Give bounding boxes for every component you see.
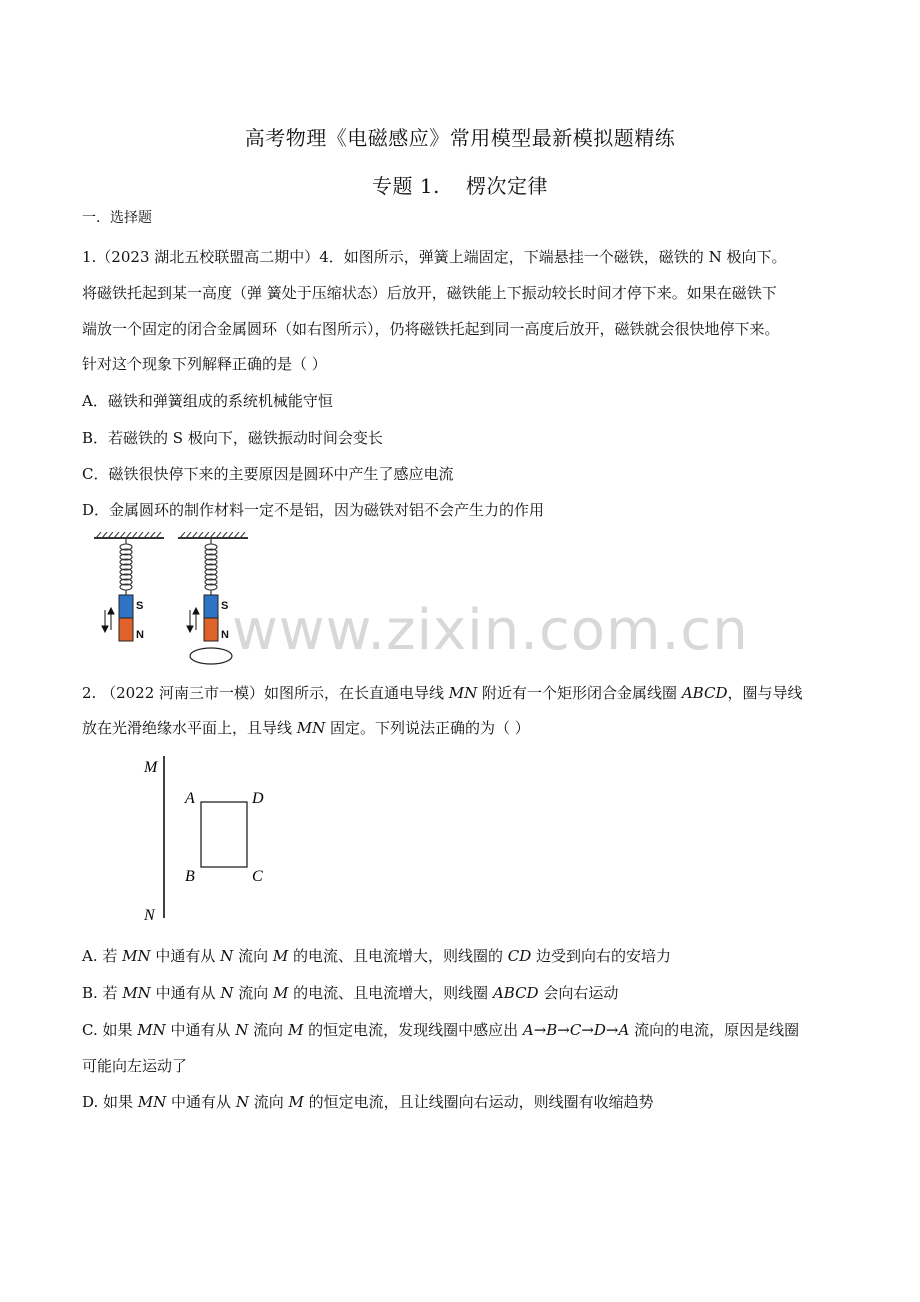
q1-option-a: A．磁铁和弹簧组成的系统机械能守恒: [82, 392, 333, 410]
document-subtitle: [0, 170, 920, 199]
q1-stem-line-3: 端放一个固定的闭合金属圆环（如右图所示），仍将磁铁托起到同一高度后放开，磁铁就会很快地停下来。: [82, 320, 780, 338]
q2-figure-wire-loop: [140, 752, 280, 932]
q1-stem-line-1: 1.（2023 湖北五校联盟高二期中）4．如图所示，弹簧上端固定，下端悬挂一个磁铁，磁铁的 N 极向下。: [82, 248, 787, 266]
spring-coil: [120, 544, 132, 590]
label-b: B: [185, 868, 195, 885]
q1-option-c: C．磁铁很快停下来的主要原因是圆环中产生了感应电流: [82, 465, 454, 483]
vibration-arrows-icon: [187, 608, 199, 632]
q1-option-b: B．若磁铁的 S 极向下，磁铁振动时间会变长: [82, 429, 383, 447]
q2-option-a: A. 若 MN 中通有从 N 流向 M 的电流、且电流增大，则线圈的 CD 边受到向右的安培力: [82, 947, 672, 965]
loop-abcd: [201, 802, 247, 867]
q2-stem-line-2: 放在光滑绝缘水平面上，且导线 MN 固定。下列说法正确的为（ ）: [82, 719, 530, 737]
subtitle-topic: 楞次定律: [465, 174, 548, 198]
left-apparatus: [94, 532, 164, 641]
q2-option-c-continued: 可能向左运动了: [82, 1057, 188, 1075]
q2-option-d: D. 如果 MN 中通有从 N 流向 M 的恒定电流，且让线圈向右运动，则线圈有收缩趋势: [82, 1093, 654, 1111]
vibration-arrows-icon: [102, 608, 114, 632]
label-c: C: [252, 868, 263, 885]
document-title: 高考物理《电磁感应》常用模型最新模拟题精练: [244, 126, 676, 150]
q1-stem-line-2: 将磁铁托起到某一高度（弹 簧处于压缩状态）后放开，磁铁能上下振动较长时间才停下来。如果在磁铁下: [82, 284, 777, 302]
label-a: A: [185, 790, 195, 807]
magnet-s-pole: [204, 595, 218, 618]
q1-stem-line-4: 针对这个现象下列解释正确的是（ ）: [82, 355, 327, 373]
q2-stem-line-1: 2. （2022 河南三市一模）如图所示，在长直通电导线 MN 附近有一个矩形闭合金属线圈 ABCD，圈与导线: [82, 684, 803, 702]
magnet-n-pole: [204, 618, 218, 641]
label-n: N: [136, 629, 144, 641]
label-d: D: [252, 790, 264, 807]
q1-option-d: D．金属圆环的制作材料一定不是铝，因为磁铁对铝不会产生力的作用: [82, 501, 545, 519]
metal-ring: [190, 648, 232, 664]
q2-option-b: B. 若 MN 中通有从 N 流向 M 的电流、且电流增大，则线圈 ABCD 会向右运动: [82, 984, 619, 1002]
section-heading: 一．选择题: [82, 210, 152, 226]
magnet-n-pole: [119, 618, 133, 641]
magnet-s-pole: [119, 595, 133, 618]
label-n: N: [144, 907, 155, 924]
subtitle-number: 专题 1.: [372, 174, 440, 198]
label-s: S: [221, 600, 229, 612]
watermark: www.zixin.com.cn: [232, 598, 749, 663]
label-n: N: [221, 629, 229, 641]
label-m: M: [144, 759, 158, 776]
q2-option-c: C. 如果 MN 中通有从 N 流向 M 的恒定电流，发现线圈中感应出 A→B→C→D→A 流向的电流，原因是线圈: [82, 1021, 800, 1039]
label-s: S: [136, 600, 144, 612]
spring-coil: [205, 544, 217, 590]
